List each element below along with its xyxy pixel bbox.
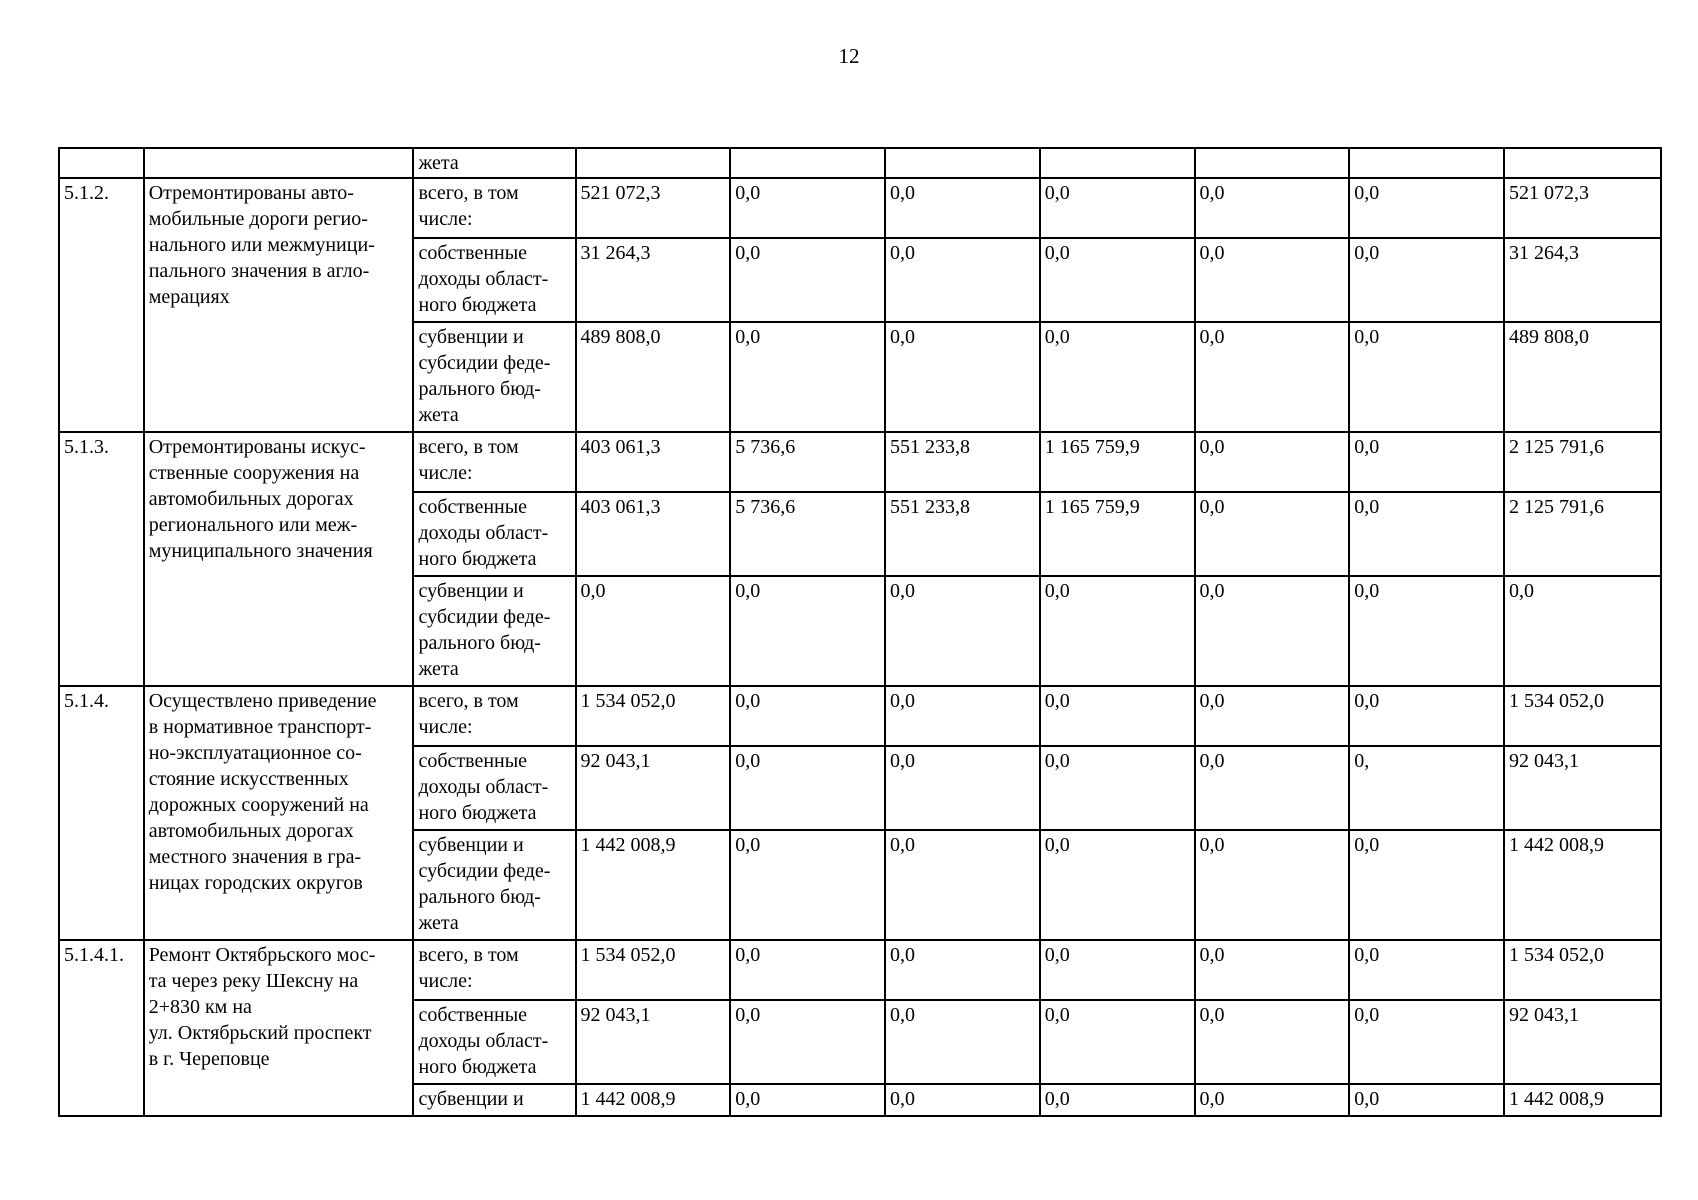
value-cell: 92 043,1	[576, 1000, 731, 1084]
row-number-cell	[59, 148, 144, 178]
value-cell: 551 233,8	[885, 432, 1040, 492]
value-cell: 0,0	[885, 686, 1040, 746]
value-cell: 1 534 052,0	[576, 686, 731, 746]
funding-source-cell: собственные доходы област- ного бюджета	[413, 1000, 575, 1084]
value-cell: 5 736,6	[730, 432, 885, 492]
value-cell: 0,0	[730, 1084, 885, 1116]
value-cell: 31 264,3	[576, 238, 731, 322]
funding-source-cell: собственные доходы област- ного бюджета	[413, 746, 575, 830]
value-cell: 0,0	[730, 322, 885, 432]
total-cell: 92 043,1	[1504, 746, 1661, 830]
total-cell: 521 072,3	[1504, 178, 1661, 238]
value-cell: 0,0	[576, 576, 731, 686]
funding-source-cell: всего, в том числе:	[413, 940, 575, 1000]
continuation-row	[59, 148, 1661, 178]
value-cell: 0,0	[730, 746, 885, 830]
table-row	[59, 686, 1661, 746]
value-cell: 0,0	[730, 686, 885, 746]
value-cell: 0,0	[1040, 1000, 1195, 1084]
value-cell: 0,0	[1195, 238, 1350, 322]
total-cell: 2 125 791,6	[1504, 492, 1661, 576]
value-cell: 0,0	[1195, 492, 1350, 576]
funding-source-cell: всего, в том числе:	[413, 432, 575, 492]
value-cell: 0,0	[1040, 322, 1195, 432]
value-cell	[1040, 148, 1195, 178]
funding-source-cell: субвенции и субсидии феде- рального бюд- жета	[413, 322, 575, 432]
total-cell: 1 534 052,0	[1504, 686, 1661, 746]
value-cell: 0,0	[730, 576, 885, 686]
description-cell: Отремонтированы искус- ственные сооружения на автомобильных дорогах регионального или меж- муниципального значения	[144, 432, 414, 686]
value-cell: 0,0	[885, 830, 1040, 940]
value-cell: 0,0	[885, 1084, 1040, 1116]
value-cell: 0,0	[730, 178, 885, 238]
value-cell: 0,0	[1195, 1084, 1350, 1116]
value-cell: 0,0	[1195, 830, 1350, 940]
value-cell: 0,0	[1040, 576, 1195, 686]
value-cell: 0,0	[1349, 1000, 1504, 1084]
row-number-cell: 5.1.4.1.	[59, 940, 144, 1116]
value-cell: 5 736,6	[730, 492, 885, 576]
value-cell: 0,0	[1349, 322, 1504, 432]
value-cell: 0,0	[885, 746, 1040, 830]
total-cell: 1 534 052,0	[1504, 940, 1661, 1000]
value-cell: 0,0	[1195, 178, 1350, 238]
total-cell: 92 043,1	[1504, 1000, 1661, 1084]
funding-source-cell: субвенции и	[413, 1084, 575, 1116]
value-cell: 0,0	[1349, 1084, 1504, 1116]
total-cell: 1 442 008,9	[1504, 830, 1661, 940]
value-cell: 0,0	[730, 1000, 885, 1084]
funding-source-cell: субвенции и субсидии феде- рального бюд- жета	[413, 830, 575, 940]
total-cell: 0,0	[1504, 576, 1661, 686]
funding-source-cell: собственные доходы област- ного бюджета	[413, 492, 575, 576]
value-cell: 0,0	[1349, 576, 1504, 686]
value-cell: 0,0	[1040, 746, 1195, 830]
value-cell: 1 165 759,9	[1040, 432, 1195, 492]
value-cell: 0,0	[730, 238, 885, 322]
value-cell: 403 061,3	[576, 492, 731, 576]
funding-source-cell: жета	[413, 148, 575, 178]
value-cell: 1 165 759,9	[1040, 492, 1195, 576]
table-row	[59, 432, 1661, 492]
funding-source-cell: собственные доходы област- ного бюджета	[413, 238, 575, 322]
table-row	[59, 178, 1661, 238]
value-cell: 0,0	[885, 576, 1040, 686]
funding-source-cell: всего, в том числе:	[413, 178, 575, 238]
description-cell: Осуществлено приведение в нормативное транспорт- но-эксплуатационное со- стояние искусственных дорожных сооружений на автомобильных дорогах местного значения в гра- ницах городских округов	[144, 686, 414, 940]
value-cell: 0,0	[1195, 940, 1350, 1000]
value-cell: 403 061,3	[576, 432, 731, 492]
table-row	[59, 940, 1661, 1000]
total-cell: 1 442 008,9	[1504, 1084, 1661, 1116]
value-cell: 0,0	[730, 940, 885, 1000]
value-cell: 0,0	[1040, 940, 1195, 1000]
value-cell	[1195, 148, 1350, 178]
value-cell: 521 072,3	[576, 178, 731, 238]
value-cell	[885, 148, 1040, 178]
value-cell: 0,0	[1195, 432, 1350, 492]
value-cell: 0,0	[1349, 178, 1504, 238]
funding-source-cell: субвенции и субсидии феде- рального бюд- жета	[413, 576, 575, 686]
value-cell: 0,0	[1349, 492, 1504, 576]
value-cell: 0,0	[1040, 686, 1195, 746]
value-cell: 0,0	[885, 178, 1040, 238]
value-cell: 0,0	[1040, 178, 1195, 238]
row-number-cell: 5.1.3.	[59, 432, 144, 686]
row-number-cell: 5.1.2.	[59, 178, 144, 432]
total-cell	[1504, 148, 1661, 178]
value-cell: 92 043,1	[576, 746, 731, 830]
description-cell: Отремонтированы авто- мобильные дороги регио- нального или межмуници- пального значения в агло- мерациях	[144, 178, 414, 432]
value-cell: 0,0	[885, 1000, 1040, 1084]
description-cell	[144, 148, 414, 178]
value-cell: 0,0	[730, 830, 885, 940]
page-number: 12	[838, 44, 860, 68]
value-cell	[730, 148, 885, 178]
value-cell: 0,0	[885, 940, 1040, 1000]
value-cell: 0,0	[1195, 322, 1350, 432]
value-cell: 0,0	[1040, 1084, 1195, 1116]
value-cell: 0,0	[885, 238, 1040, 322]
value-cell: 489 808,0	[576, 322, 731, 432]
total-cell: 2 125 791,6	[1504, 432, 1661, 492]
value-cell: 0,0	[885, 322, 1040, 432]
total-cell: 489 808,0	[1504, 322, 1661, 432]
budget-table	[58, 147, 1662, 1117]
value-cell	[1349, 148, 1504, 178]
value-cell	[576, 148, 731, 178]
description-cell: Ремонт Октябрьского мос- та через реку Шексну на 2+830 км на ул. Октябрьский проспект в г. Череповце	[144, 940, 414, 1116]
value-cell: 0,0	[1349, 830, 1504, 940]
funding-source-cell: всего, в том числе:	[413, 686, 575, 746]
value-cell: 0,0	[1349, 686, 1504, 746]
value-cell: 0,0	[1195, 746, 1350, 830]
value-cell: 0,0	[1195, 1000, 1350, 1084]
value-cell: 551 233,8	[885, 492, 1040, 576]
value-cell: 0,0	[1195, 686, 1350, 746]
value-cell: 1 534 052,0	[576, 940, 731, 1000]
value-cell: 1 442 008,9	[576, 1084, 731, 1116]
total-cell: 31 264,3	[1504, 238, 1661, 322]
value-cell: 1 442 008,9	[576, 830, 731, 940]
value-cell: 0,0	[1040, 830, 1195, 940]
value-cell: 0,0	[1349, 238, 1504, 322]
value-cell: 0,0	[1040, 238, 1195, 322]
row-number-cell: 5.1.4.	[59, 686, 144, 940]
value-cell: 0,0	[1349, 432, 1504, 492]
value-cell: 0,0	[1195, 576, 1350, 686]
value-cell: 0,	[1349, 746, 1504, 830]
value-cell: 0,0	[1349, 940, 1504, 1000]
